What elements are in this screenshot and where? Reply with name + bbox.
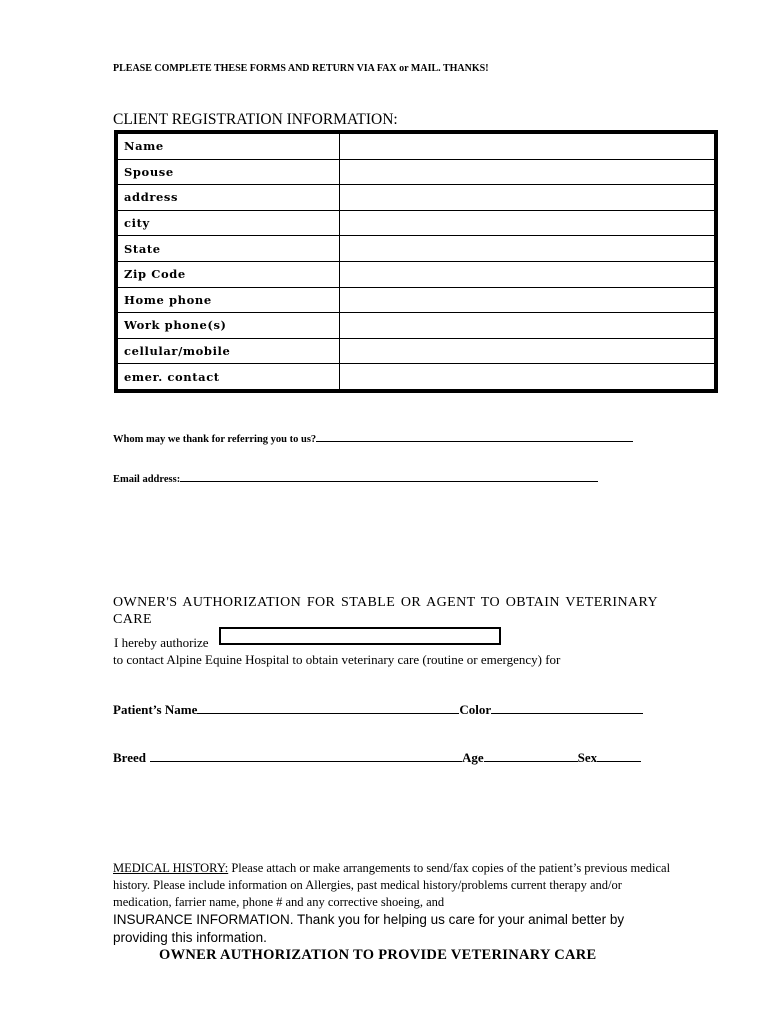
sex-label: Sex	[577, 750, 598, 765]
table-row	[118, 287, 715, 313]
breed-row	[113, 750, 641, 766]
work-phone-field[interactable]	[340, 313, 715, 339]
medical-history-heading: MEDICAL HISTORY:	[113, 861, 229, 875]
cellular-field[interactable]	[340, 338, 715, 364]
referral-field[interactable]	[316, 430, 633, 442]
email-row	[113, 470, 598, 485]
field-label-state: State	[118, 236, 340, 262]
name-field[interactable]	[340, 134, 715, 160]
table-row	[118, 185, 715, 211]
home-phone-field[interactable]	[340, 287, 715, 313]
field-label-zip-code: Zip Code	[118, 261, 340, 287]
age-label: Age	[461, 750, 484, 765]
table-row	[118, 210, 715, 236]
field-label-address: address	[118, 185, 340, 211]
table-row	[118, 134, 715, 160]
address-field[interactable]	[340, 185, 715, 211]
table-row	[118, 261, 715, 287]
authorization-statement: to contact Alpine Equine Hospital to obtain veterinary care (routine or emergency) for	[113, 652, 561, 667]
emergency-contact-field[interactable]	[340, 364, 715, 390]
owner-authorization-heading: OWNER'S AUTHORIZATION FOR STABLE OR AGENT TO OBTAIN VETERINARY CARE	[113, 595, 658, 627]
medical-history-section	[113, 860, 673, 947]
table-row	[118, 338, 715, 364]
spouse-field[interactable]	[340, 159, 715, 185]
patient-name-field[interactable]	[197, 702, 459, 714]
state-field[interactable]	[340, 236, 715, 262]
breed-label: Breed	[113, 750, 146, 765]
table-row	[118, 313, 715, 339]
table-row	[118, 236, 715, 262]
field-label-cellular: cellular/mobile	[118, 338, 340, 364]
breed-field[interactable]	[150, 750, 462, 762]
authorize-label: I hereby authorize	[114, 635, 209, 650]
field-label-emergency-contact: emer. contact	[118, 364, 340, 390]
table-row	[118, 364, 715, 390]
age-field[interactable]	[484, 750, 578, 762]
field-label-city: city	[118, 210, 340, 236]
authorized-agent-field[interactable]	[219, 627, 501, 645]
page-instructions: PLEASE COMPLETE THESE FORMS AND RETURN VIA FAX or MAIL. THANKS!	[113, 63, 489, 74]
zip-code-field[interactable]	[340, 261, 715, 287]
client-registration-table	[114, 130, 718, 393]
owner-authorization-provide-care-title: OWNER AUTHORIZATION TO PROVIDE VETERINARY CARE	[159, 947, 597, 963]
field-label-home-phone: Home phone	[118, 287, 340, 313]
city-field[interactable]	[340, 210, 715, 236]
referral-row	[113, 430, 633, 445]
insurance-information-text: INSURANCE INFORMATION. Thank you for helping us care for your animal better by providing this information.	[113, 912, 625, 945]
patient-name-row	[113, 702, 643, 718]
sex-field[interactable]	[597, 750, 641, 762]
medical-history-text: Please attach or make arrangements to send/fax copies of the patient’s previous medical history. Please include information on Allergies, past medical history/problems current therapy and/or medication, farrier name, phone # and any corrective shoeing, and	[113, 861, 671, 909]
field-label-name: Name	[118, 134, 340, 160]
email-label: Email address:	[113, 474, 181, 485]
client-registration-title: CLIENT REGISTRATION INFORMATION:	[113, 111, 398, 128]
table-row	[118, 159, 715, 185]
field-label-spouse: Spouse	[118, 159, 340, 185]
email-field[interactable]	[180, 470, 598, 482]
patient-name-label: Patient’s Name	[113, 702, 198, 717]
field-label-work-phone: Work phone(s)	[118, 313, 340, 339]
color-label: Color	[459, 702, 492, 717]
referral-label: Whom may we thank for referring you to us?	[113, 434, 317, 445]
color-field[interactable]	[491, 702, 643, 714]
